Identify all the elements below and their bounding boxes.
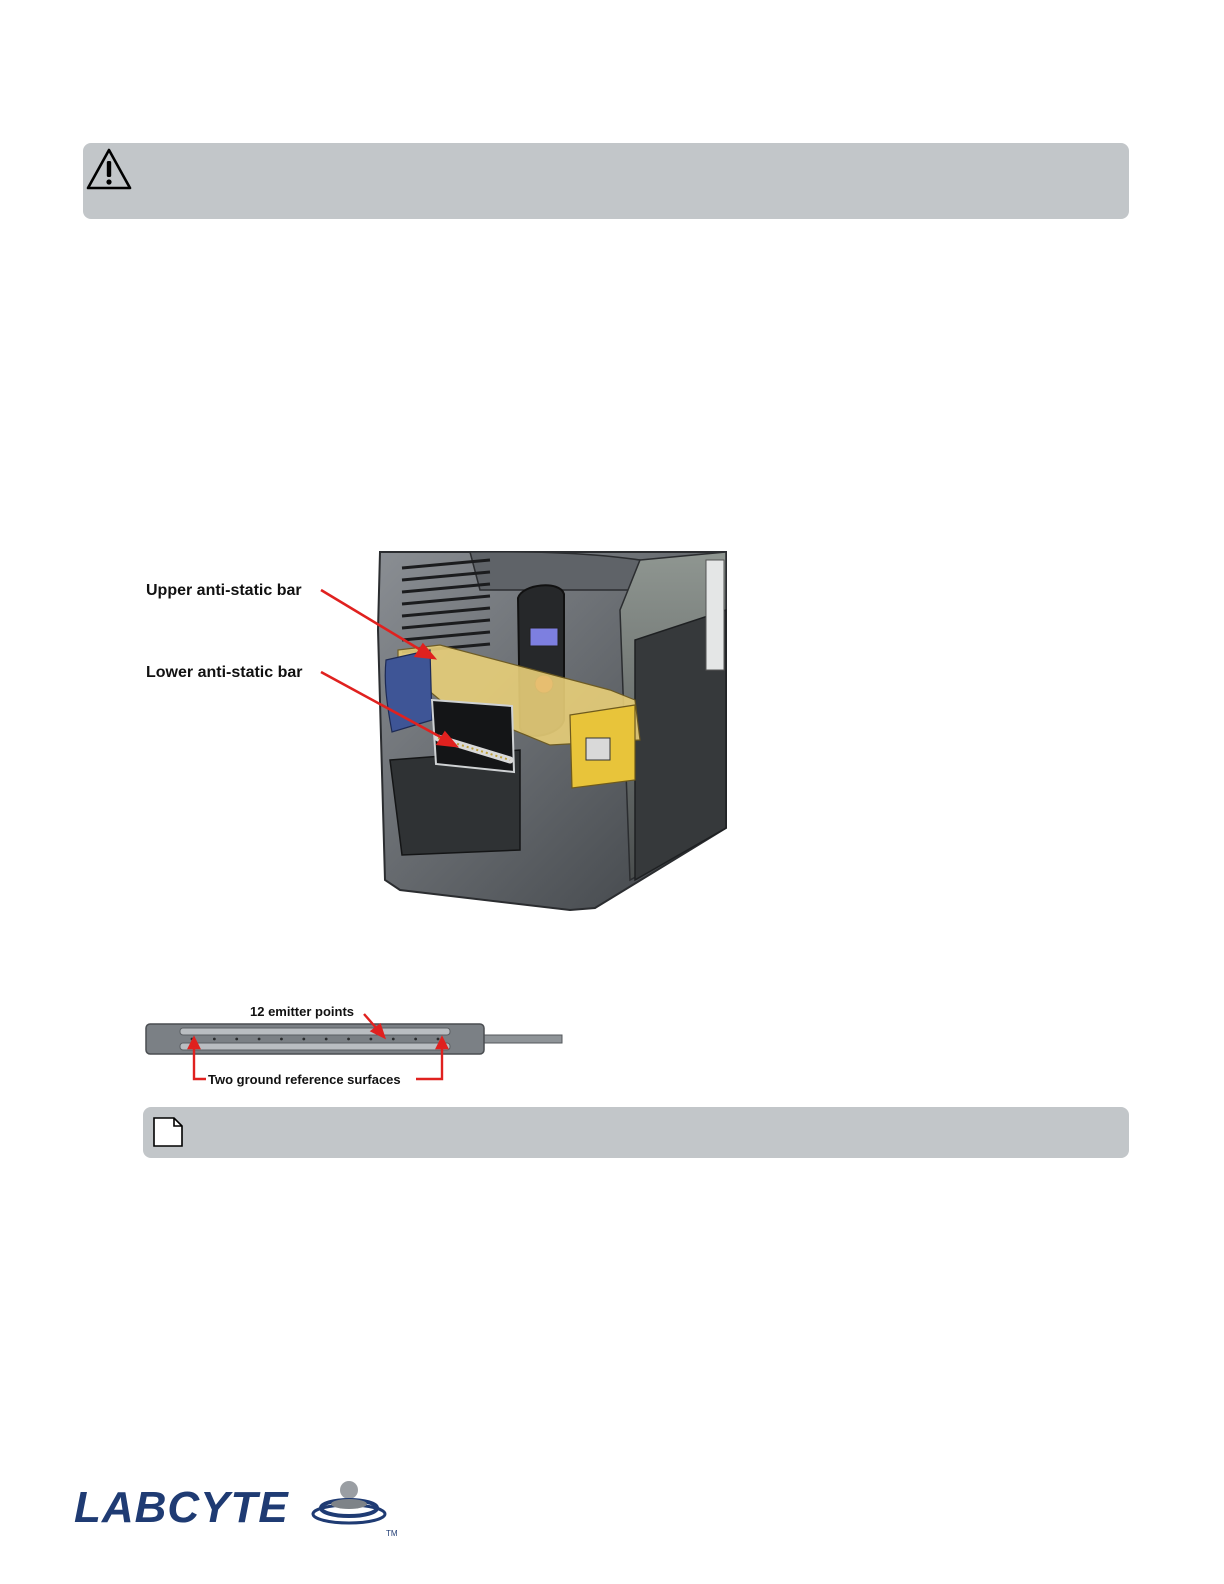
emitter-point — [302, 1038, 305, 1041]
emitter-point — [392, 1038, 395, 1041]
logo-wordmark: LABCYTE — [74, 1483, 289, 1532]
logo-emblem-icon — [313, 1481, 385, 1523]
lower-anti-static-bar-label: Lower anti-static bar — [146, 664, 303, 681]
warning-triangle-icon — [85, 147, 133, 191]
upper-anti-static-bar-label: Upper anti-static bar — [146, 582, 302, 599]
emitter-point — [325, 1038, 328, 1041]
ground-surface-bottom — [180, 1043, 450, 1050]
warning-callout — [83, 143, 1129, 219]
emitter-point — [258, 1038, 261, 1041]
trademark-mark: TM — [386, 1529, 398, 1538]
anti-static-bars-figure — [140, 550, 730, 912]
emitter-point — [213, 1038, 216, 1041]
ground-surfaces-label: Two ground reference surfaces — [208, 1072, 401, 1087]
emitter-points-label: 12 emitter points — [250, 1004, 355, 1019]
emitter-point — [347, 1038, 350, 1041]
note-page-icon — [152, 1116, 184, 1148]
emitter-point — [235, 1038, 238, 1041]
emitter-point — [370, 1038, 373, 1041]
labcyte-logo — [74, 1478, 404, 1538]
note-callout — [143, 1107, 1129, 1158]
emitter-point — [414, 1038, 417, 1041]
emitter-point — [437, 1038, 440, 1041]
ground-surface-top — [180, 1028, 450, 1035]
anti-static-bar-detail-figure — [140, 1000, 570, 1092]
emitter-point — [280, 1038, 283, 1041]
